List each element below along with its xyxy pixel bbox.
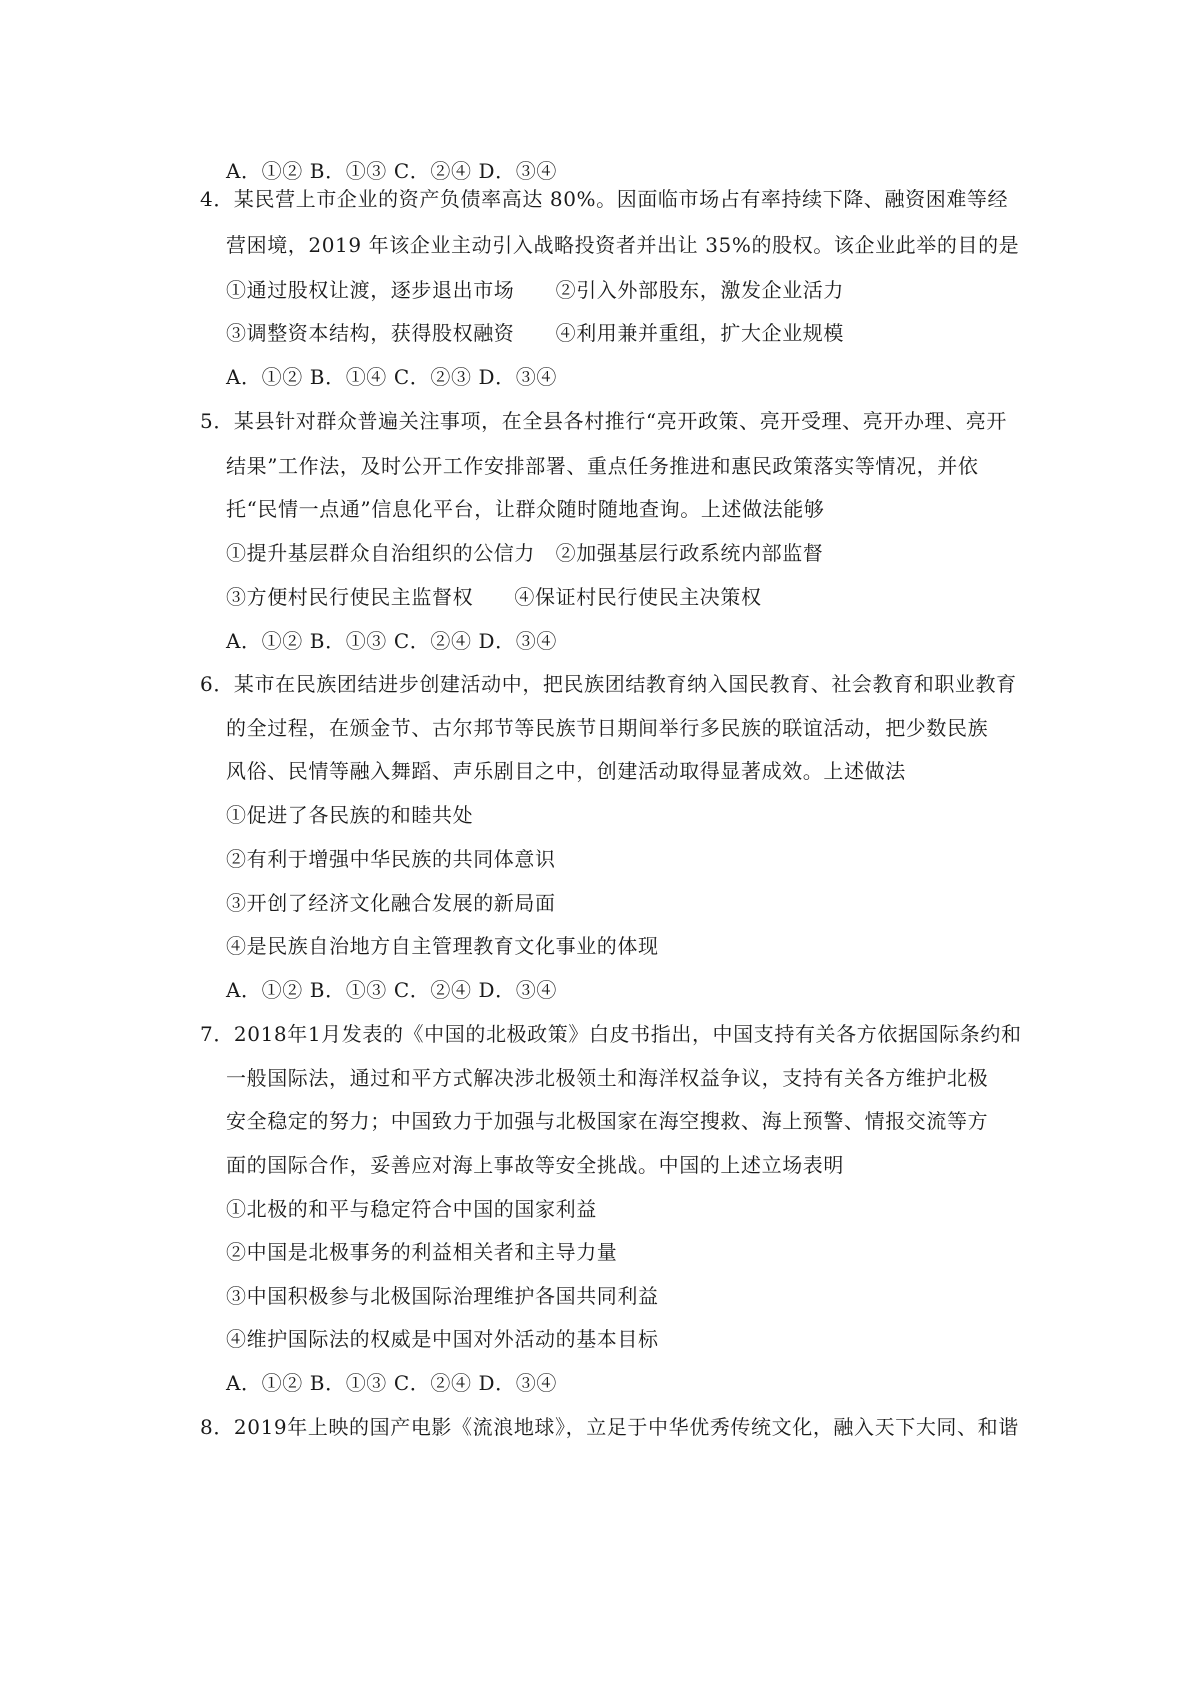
q6-statement-3: ③开创了经济文化融合发展的新局面	[226, 891, 556, 915]
q7-stem-line-1: 7．2018年1月发表的《中国的北极政策》白皮书指出，中国支持有关各方依据国际条约和	[200, 1022, 1022, 1046]
q6-stem-line-2: 的全过程，在颁金节、古尔邦节等民族节日期间举行多民族的联谊活动，把少数民族	[226, 716, 989, 740]
q6-statement-2: ②有利于增强中华民族的共同体意识	[226, 847, 556, 871]
q5-stem-line-2: 结果”工作法，及时公开工作安排部署、重点任务推进和惠民政策落实等情况，并依	[226, 454, 979, 478]
q5-answer-options: A．①② B．①③ C．②④ D．③④	[226, 629, 557, 653]
q4-stem-line-1: 4．某民营上市企业的资产负债率高达 80%。因面临市场占有率持续下降、融资困难等经	[200, 187, 1009, 211]
q4-statements-34: ③调整资本结构，获得股权融资 ④利用兼并重组，扩大企业规模	[226, 321, 844, 345]
q5-stem-line-3: 托“民情一点通”信息化平台，让群众随时随地查询。上述做法能够	[226, 497, 825, 521]
q6-statement-4: ④是民族自治地方自主管理教育文化事业的体现	[226, 934, 659, 958]
q7-answer-options: A．①② B．①③ C．②④ D．③④	[226, 1371, 557, 1395]
q4-answer-options: A．①② B．①④ C．②③ D．③④	[226, 365, 557, 389]
q7-statement-4: ④维护国际法的权威是中国对外活动的基本目标	[226, 1327, 659, 1351]
q7-stem-line-4: 面的国际合作，妥善应对海上事故等安全挑战。中国的上述立场表明	[226, 1153, 844, 1177]
q7-statement-1: ①北极的和平与稳定符合中国的国家利益	[226, 1197, 597, 1221]
q6-answer-options: A．①② B．①③ C．②④ D．③④	[226, 978, 557, 1002]
q5-statements-12: ①提升基层群众自治组织的公信力 ②加强基层行政系统内部监督	[226, 541, 824, 565]
q8-stem-line-1: 8．2019年上映的国产电影《流浪地球》，立足于中华优秀传统文化，融入天下大同、和谐	[200, 1415, 1019, 1439]
q5-statements-34: ③方便村民行使民主监督权 ④保证村民行使民主决策权	[226, 585, 762, 609]
q4-statements-12: ①通过股权让渡，逐步退出市场 ②引入外部股东，激发企业活力	[226, 278, 844, 302]
q7-statement-2: ②中国是北极事务的利益相关者和主导力量	[226, 1240, 618, 1264]
q7-stem-line-3: 安全稳定的努力；中国致力于加强与北极国家在海空搜救、海上预警、情报交流等方	[226, 1109, 989, 1133]
q5-stem-line-1: 5．某县针对群众普遍关注事项，在全县各村推行“亮开政策、亮开受理、亮开办理、亮开	[200, 409, 1007, 433]
q4-stem-line-2: 营困境，2019 年该企业主动引入战略投资者并出让 35%的股权。该企业此举的目的是	[226, 233, 1020, 257]
q3-answer-options: A．①② B．①③ C．②④ D．③④	[226, 159, 557, 183]
q6-stem-line-3: 风俗、民情等融入舞蹈、声乐剧目之中，创建活动取得显著成效。上述做法	[226, 759, 906, 783]
q6-stem-line-1: 6．某市在民族团结进步创建活动中，把民族团结教育纳入国民教育、社会教育和职业教育	[200, 672, 1017, 696]
q6-statement-1: ①促进了各民族的和睦共处	[226, 803, 474, 827]
q7-stem-line-2: 一般国际法，通过和平方式解决涉北极领土和海洋权益争议，支持有关各方维护北极	[226, 1066, 989, 1090]
q7-statement-3: ③中国积极参与北极国际治理维护各国共同利益	[226, 1284, 659, 1308]
